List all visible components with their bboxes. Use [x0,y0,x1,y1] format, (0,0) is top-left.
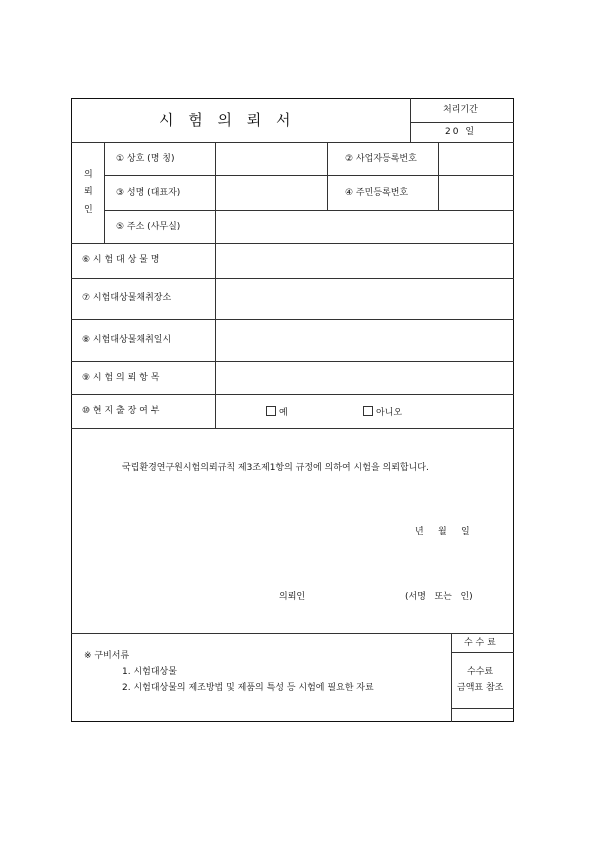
test-items-field[interactable] [216,362,513,393]
test-subject-field[interactable] [216,244,513,277]
site-visit-no-option[interactable] [363,406,402,418]
processing-period-label: 처리기간 [443,105,478,115]
resident-reg-field[interactable] [439,176,513,209]
address-label: ⑤ 주소 (사무실) [116,222,181,232]
fee-text: 수수료 [467,667,494,677]
business-reg-label: ② 사업자등록번호 [345,154,417,164]
divider [71,394,514,395]
fee-header: 수 수 료 [464,638,496,648]
address-field[interactable] [216,211,513,242]
request-statement: 국립환경연구원시험의뢰규칙 제3조제1항의 규정에 의하여 시험을 의뢰합니다. [122,463,429,473]
requester-side-label: 뢰 [84,187,93,197]
signature-label: (서명 또는 인) [405,592,473,602]
site-visit-no-label: 아니오 [376,408,403,418]
document-item: 2. 시험대상물의 제조방법 및 제품의 특성 등 시험에 필요한 자료 [122,683,374,693]
divider [451,652,514,653]
sampling-time-field[interactable] [216,320,513,360]
divider [451,633,452,722]
fee-reference: 금액표 참조 [457,683,504,693]
test-items-label: ⑨ 시 험 의 뢰 항 목 [82,373,160,383]
requester-side-label: 인 [84,205,93,215]
test-subject-label: ⑥ 시 험 대 상 물 명 [82,255,160,265]
company-name-field[interactable] [216,143,326,174]
processing-period-value: 20 일 [445,127,477,137]
sampling-place-label: ⑦ 시험대상물채취장소 [82,293,172,303]
company-name-label: ① 상호 (명 칭) [116,154,175,164]
divider [410,122,514,123]
divider [104,142,105,243]
site-visit-label: ⑩ 현 지 출 장 여 부 [82,406,160,416]
document-item: 1. 시험대상물 [122,667,177,677]
resident-reg-label: ④ 주민등록번호 [345,188,409,198]
requester-side-label: 의 [84,170,93,180]
divider [410,98,411,142]
documents-header: ※ 구비서류 [84,651,130,661]
site-visit-yes-option[interactable] [266,406,288,418]
checkbox-icon [363,406,373,416]
requester-signature-label: 의뢰인 [279,592,306,602]
sampling-place-field[interactable] [216,279,513,318]
divider [71,428,514,429]
divider [327,142,328,210]
date-line: 년 월 일 [415,527,470,537]
site-visit-yes-label: 예 [279,408,288,418]
checkbox-icon [266,406,276,416]
business-reg-field[interactable] [439,143,513,174]
representative-label: ③ 성명 (대표자) [116,188,181,198]
divider [71,633,514,634]
sampling-time-label: ⑧ 시험대상물채취일시 [82,335,172,345]
form-title: 시 험 의 뢰 서 [159,111,291,129]
divider [451,708,514,709]
representative-field[interactable] [216,176,326,209]
